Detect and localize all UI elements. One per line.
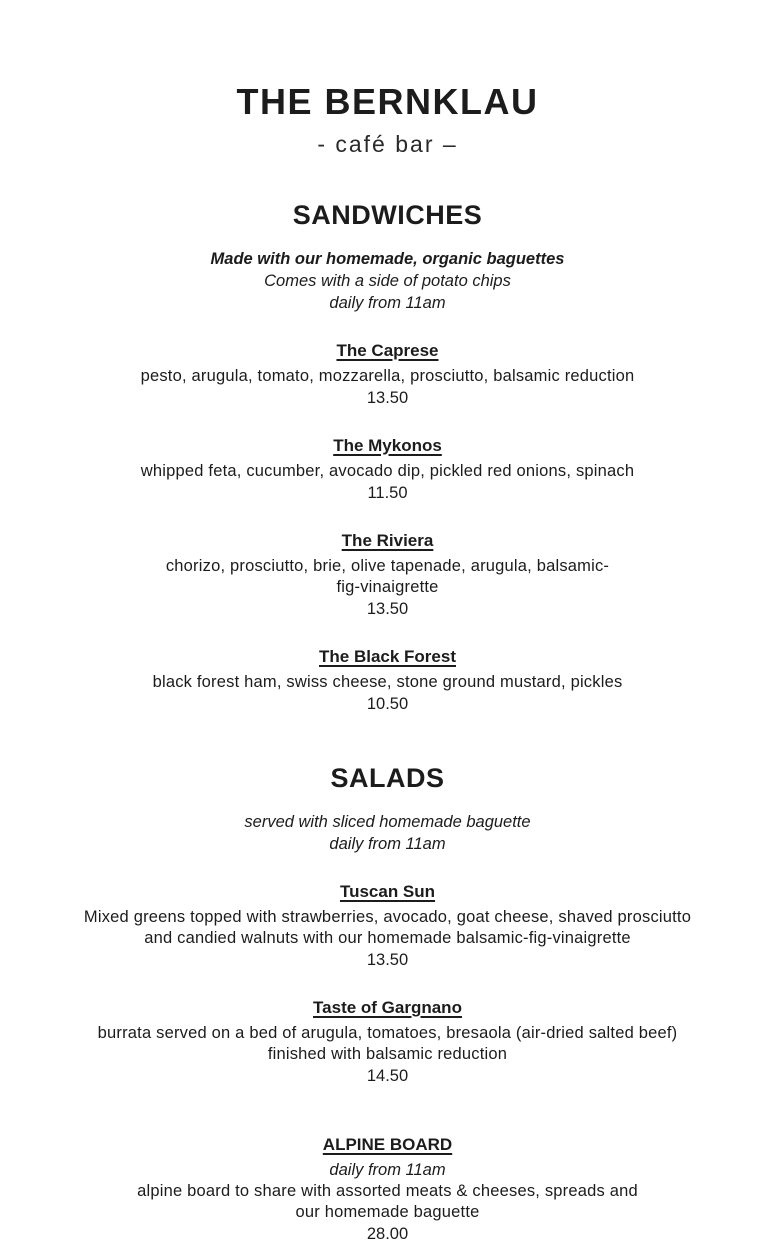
section-title: SANDWICHES [292,199,483,230]
item-description-line: whipped feta, cucumber, avocado dip, pickled red onions, spinach [140,461,635,480]
menu-item-tuscan-sun [28,882,748,971]
item-price: 13.50 [366,599,409,618]
section-title: SALADS [330,762,445,793]
item-name: The Mykonos [333,435,442,455]
item-price: 14.50 [366,1066,409,1085]
section-sandwiches [28,200,748,715]
item-name: The Caprese [336,340,439,360]
menu-item-riviera [28,531,748,620]
section-note: Made with our homemade, organic baguettes [210,249,565,268]
menu-item-taste-of-gargnano [28,998,748,1087]
item-description-line: Mixed greens topped with strawberries, avocado, goat cheese, shaved prosciutto [83,907,692,926]
menu-item-caprese [28,341,748,409]
item-price: 28.00 [366,1224,409,1243]
item-price: 11.50 [367,483,408,502]
menu-item-mykonos [28,436,748,504]
item-description-line: and candied walnuts with our homemade balsamic-fig-vinaigrette [144,928,631,947]
item-description-line: burrata served on a bed of arugula, tomatoes, bresaola (air-dried salted beef) [97,1023,678,1042]
item-description-line: pesto, arugula, tomato, mozzarella, prosciutto, balsamic reduction [140,366,635,385]
section-note: served with sliced homemade baguette [244,812,531,831]
page-title: THE BERNKLAU [236,81,539,122]
section-notes [28,811,748,855]
item-price: 13.50 [366,950,409,969]
item-name: ALPINE BOARD [322,1134,453,1154]
item-description-line: chorizo, prosciutto, brie, olive tapenade, arugula, balsamic- [165,556,610,575]
item-name: The Riviera [341,530,434,550]
item-description-line: finished with balsamic reduction [267,1044,508,1063]
item-name: Taste of Gargnano [313,997,462,1017]
item-note: daily from 11am [329,1160,446,1179]
item-price: 10.50 [366,694,409,713]
section-notes [28,248,748,314]
section-note: Comes with a side of potato chips [264,271,511,290]
item-description-line: black forest ham, swiss cheese, stone ground mustard, pickles [152,672,623,691]
section-salads [28,763,748,1087]
item-description-line: alpine board to share with assorted meats & cheeses, spreads and [137,1181,638,1200]
menu-item-alpine-board [28,1135,748,1245]
item-description-line: fig-vinaigrette [336,577,439,596]
section-note: daily from 11am [329,834,446,853]
page-subtitle: - café bar – [317,130,458,157]
item-description-line: our homemade baguette [295,1202,480,1221]
section-note: daily from 11am [329,293,446,312]
menu-item-black-forest [28,647,748,715]
item-price: 13.50 [366,388,409,407]
item-name: The Black Forest [319,646,456,666]
item-name: Tuscan Sun [339,881,436,901]
menu-page [28,0,748,1245]
